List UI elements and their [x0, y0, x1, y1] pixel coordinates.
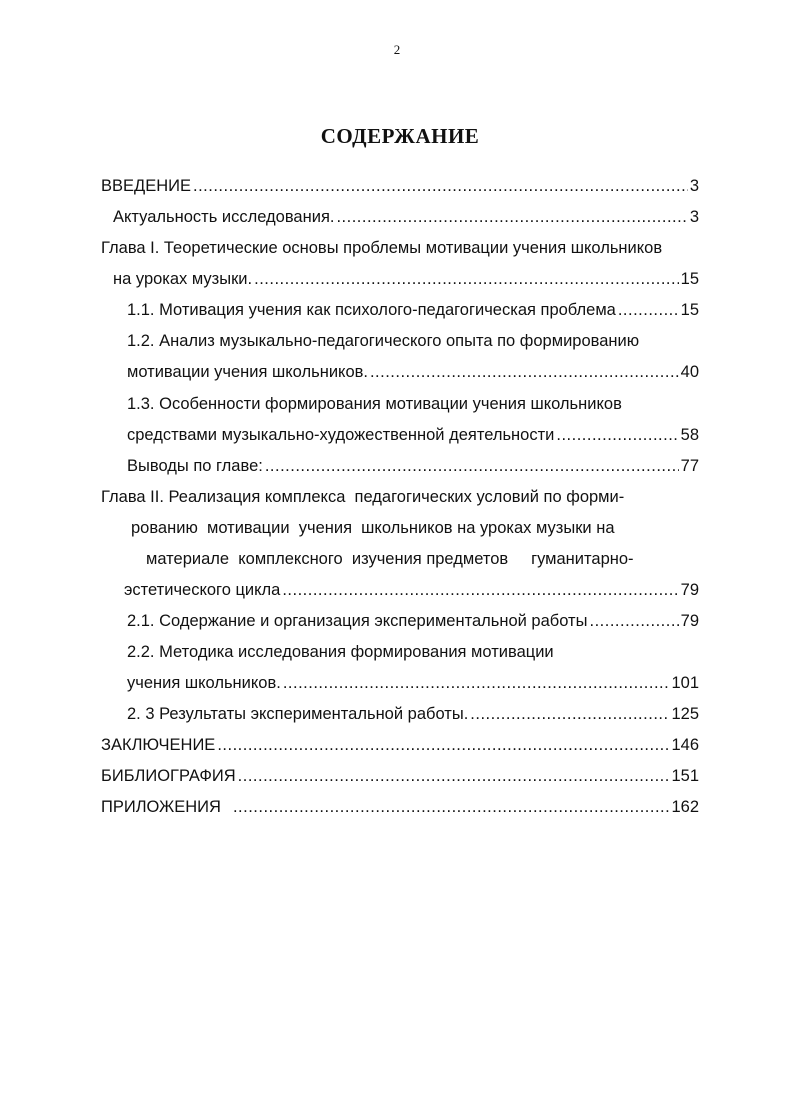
- toc-entry-chapter-1: Глава I. Теоретические основы проблемы мотивации учения школьников: [101, 239, 663, 257]
- toc-entry-1-1: [127, 299, 699, 321]
- toc-entry-conclusions-ch1: [127, 455, 699, 477]
- dot-leader: [217, 734, 669, 756]
- dot-leader: [238, 765, 670, 787]
- toc-entry-chapter-2: Глава II. Реализация комплекса педагогических условий по форми-: [101, 488, 625, 506]
- toc-entry-text: 2.1. Содержание и организация экспериментальной работы: [127, 612, 588, 630]
- toc-entry-page: 162: [671, 798, 699, 816]
- dot-leader: [233, 796, 670, 818]
- toc-entry-page: 79: [680, 581, 699, 599]
- toc-entry-text: мотивации учения школьников.: [127, 363, 368, 381]
- toc-entry-chapter-2-cont-2: материале комплексного изучения предметов гуманитарно-: [146, 550, 634, 568]
- toc-entry-text: 2. 3 Результаты экспериментальной работы.: [127, 705, 469, 723]
- dot-leader: [589, 610, 678, 632]
- dot-leader: [470, 703, 669, 725]
- toc-entry-page: 146: [671, 736, 699, 754]
- toc-entry-text: БИБЛИОГРАФИЯ: [101, 767, 236, 785]
- toc-entry-page: 15: [680, 301, 699, 319]
- toc-entry-page: 79: [680, 612, 699, 630]
- toc-entry-text: Актуальность исследования.: [113, 208, 335, 226]
- page-title: СОДЕРЖАНИЕ: [320, 124, 480, 148]
- toc-entry-chapter-2-cont-3: [124, 579, 699, 601]
- dot-leader: [193, 175, 688, 197]
- dot-leader: [370, 361, 679, 383]
- toc-entry-chapter-1-cont: [113, 268, 699, 290]
- dot-leader: [265, 455, 679, 477]
- toc-entry-text: средствами музыкально-художественной деятельности: [127, 426, 555, 444]
- page-number: 2: [393, 42, 401, 57]
- toc-entry-page: 77: [680, 457, 699, 475]
- toc-entry-1-2: 1.2. Анализ музыкально-педагогического опыта по формированию: [127, 332, 640, 350]
- dot-leader: [618, 299, 679, 321]
- toc-entry-page: 3: [689, 177, 699, 195]
- toc-entry-2-3: [127, 703, 699, 725]
- dot-leader: [282, 579, 678, 601]
- toc-entry-text: ПРИЛОЖЕНИЯ: [101, 798, 221, 816]
- toc-entry-page: 101: [671, 674, 699, 692]
- toc-entry-page: 15: [680, 270, 699, 288]
- toc-entry-text: эстетического цикла: [124, 581, 281, 599]
- toc-entry-1-3-cont: [127, 424, 699, 446]
- dot-leader: [336, 206, 687, 228]
- toc-entry-text: Выводы по главе:: [127, 457, 263, 475]
- toc-entry-1-3: 1.3. Особенности формирования мотивации учения школьников: [127, 395, 622, 413]
- toc-entry-page: 151: [671, 767, 699, 785]
- toc-entry-text: ВВЕДЕНИЕ: [101, 177, 191, 195]
- toc-entry-chapter-2-cont-1: рованию мотивации учения школьников на уроках музыки на: [131, 519, 615, 537]
- toc-entry-2-2: 2.2. Методика исследования формирования мотивации: [127, 643, 554, 661]
- toc-entry-page: 3: [689, 208, 699, 226]
- toc-entry-conclusion: [101, 734, 699, 756]
- toc-entry-page: 40: [680, 363, 699, 381]
- toc-entry-2-1: [127, 610, 699, 632]
- toc-entry-text: учения школьников.: [127, 674, 281, 692]
- dot-leader: [254, 268, 679, 290]
- toc-entry-2-2-cont: [127, 672, 699, 694]
- toc-entry-text: ЗАКЛЮЧЕНИЕ: [101, 736, 216, 754]
- toc-entry-relevance: [113, 206, 699, 228]
- toc-entry-1-2-cont: [127, 361, 699, 383]
- toc-entry-page: 125: [671, 705, 699, 723]
- toc-entry-introduction: [101, 175, 699, 197]
- toc-entry-text: 1.1. Мотивация учения как психолого-педагогическая проблема: [127, 301, 616, 319]
- toc-entry-text: на уроках музыки.: [113, 270, 253, 288]
- dot-leader: [283, 672, 670, 694]
- toc-entry-page: 58: [680, 426, 699, 444]
- dot-leader: [556, 424, 678, 446]
- toc-entry-bibliography: [101, 765, 699, 787]
- toc-entry-appendices: [101, 796, 699, 818]
